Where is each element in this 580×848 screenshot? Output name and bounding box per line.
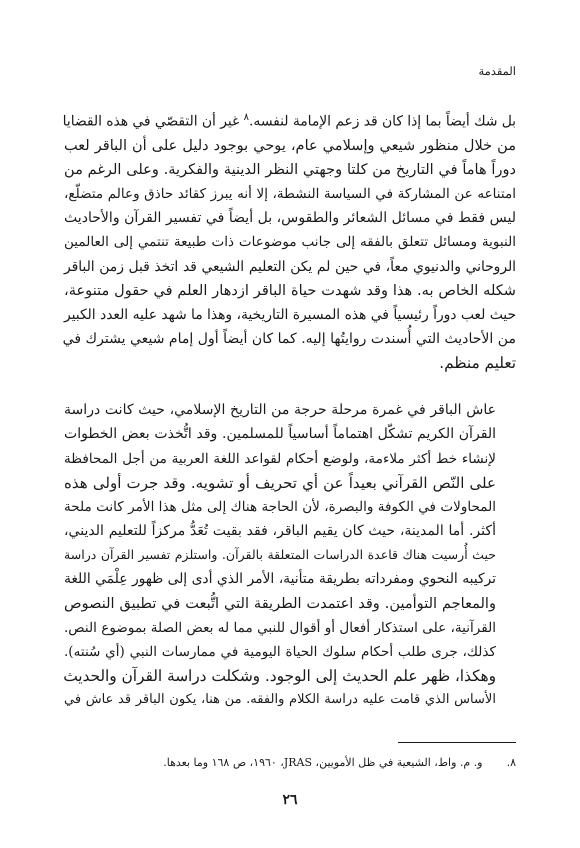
footnote-text: و. م. واط، الشيعية في ظل الأمويين، JRAS، ١٩٦٠، ص ١٦٨ وما بعدها. [163,756,483,769]
text-line: الأساس الذي قامت عليه دراسة الكلام والفقه. من هنا، يكون الباقر قد عاش في [64,692,496,708]
text-line: لإنشاء خط أكثر ملاءمة، ولوضع أحكام لقواعد اللغة العربية من أجل المحافظة [64,450,496,467]
text-line: حيث لعب دوراً رئيسياً في هذه المسيرة التاريخية، وهذا ما شهد عليه العدد الكبير [64,306,516,323]
text-line: على النّص القرآني بعيداً عن أي تحريف أو تشويه. وقد جرت أولى هذه [64,473,496,492]
text-line: عاش الباقر في غمرة مرحلة حرجة من التاريخ الإسلامي، حيث كانت دراسة [64,402,496,419]
text-line: أكثر. أما المدينة، حيث كان يقيم الباقر، فقد بقيت تُعَدُّ مركزاً للتعليم الديني، [64,523,496,540]
page-number: ٢٦ [282,792,298,808]
text-line: بل شك أيضاً بما إذا كان قد زعم الإمامة لنفسه.$^٨$ غير أن التقصّي في هذه القضايا [62,112,516,130]
text-line: القرآن الكريم تشكّل اهتماماً أساسياً للمسلمين. وقد اتُّخذت بعض الخطوات [64,426,496,443]
text-line: ليس فقط في مسائل الشعائر والطقوس، بل أيضاً في تفسير القرآن والأحاديث [64,210,516,227]
main-text [64,106,516,712]
footnote-ref: ٨ [243,112,250,123]
text-line: حيث أُرسيت هناك قاعدة الدراسات المتعلقة بالقرآن. واستلزم تفسير القرآن دراسة [64,547,496,563]
text-line: شكله الخاص به. هذا وقد شهدت حياة الباقر ازدهار العلم في حقول متنوعة، [64,281,516,299]
paragraph-1 [64,106,516,375]
text-line: امتناعه عن المشاركة في السياسة النشطة، إلا أنه يبرز كقائد حاذق وعالم متضلّع، [64,186,516,203]
paragraph-2 [64,398,516,712]
text-line: كذلك، جرى طلب أحكام سلوك الحياة اليومية في ممارسات النبي (أي سُنته). [64,643,496,660]
text-line: تعليم منظم. [439,354,516,373]
text-line: وهكذا، ظهر علم الحديث إلى الوجود. وشكلت دراسة القرآن والحديث [63,667,496,686]
text-line: القرآنية، على استذكار أفعال أو أقوال للنبي مما له بعض الصلة بموضوع النص. [64,619,496,636]
footnote-divider [398,742,516,743]
text-line: من خلال منظور شيعي وإسلامي عام، يوحي بوجود دليل على أن الباقر لعب [64,136,516,154]
running-head: المقدمة [478,64,516,78]
text-line: تركيبه النحوي ومفرداته بطريقة متأنية، الأمر الذي أدى إلى ظهور عِلْمَي اللغة [64,571,496,588]
text-line: المحاولات في الكوفة والبصرة، لأن الحاجة هناك إلى مثل هذا الأمر كانت ملحة [64,498,496,515]
text-line: والمعاجم التوأمين. وقد اعتمدت الطريقة التي اتُّبعت في تطبيق النصوص [64,594,496,612]
text-line: الروحاني والدنيوي معاً، في حين لم يكن التعليم الشيعي قد اتخذ قبل زمن الباقر [64,258,516,275]
footnote [64,756,516,769]
text-line: دوراً هاماً في التاريخ من كلتا وجهتي النظر الدينية والفكرية. وعلى الرغم من [64,160,516,178]
text-line: النبوية ومسائل تتعلق بالفقه إلى جانب موضوعات ذات طبيعة تنتمي إلى العالمين [64,234,516,251]
text-line: من الأحاديث التي أُسندت روايتُها إليه. كما كان أيضاً أول إمام شيعي يشترك في [62,331,516,347]
footnote-number: ٨. [506,756,516,769]
